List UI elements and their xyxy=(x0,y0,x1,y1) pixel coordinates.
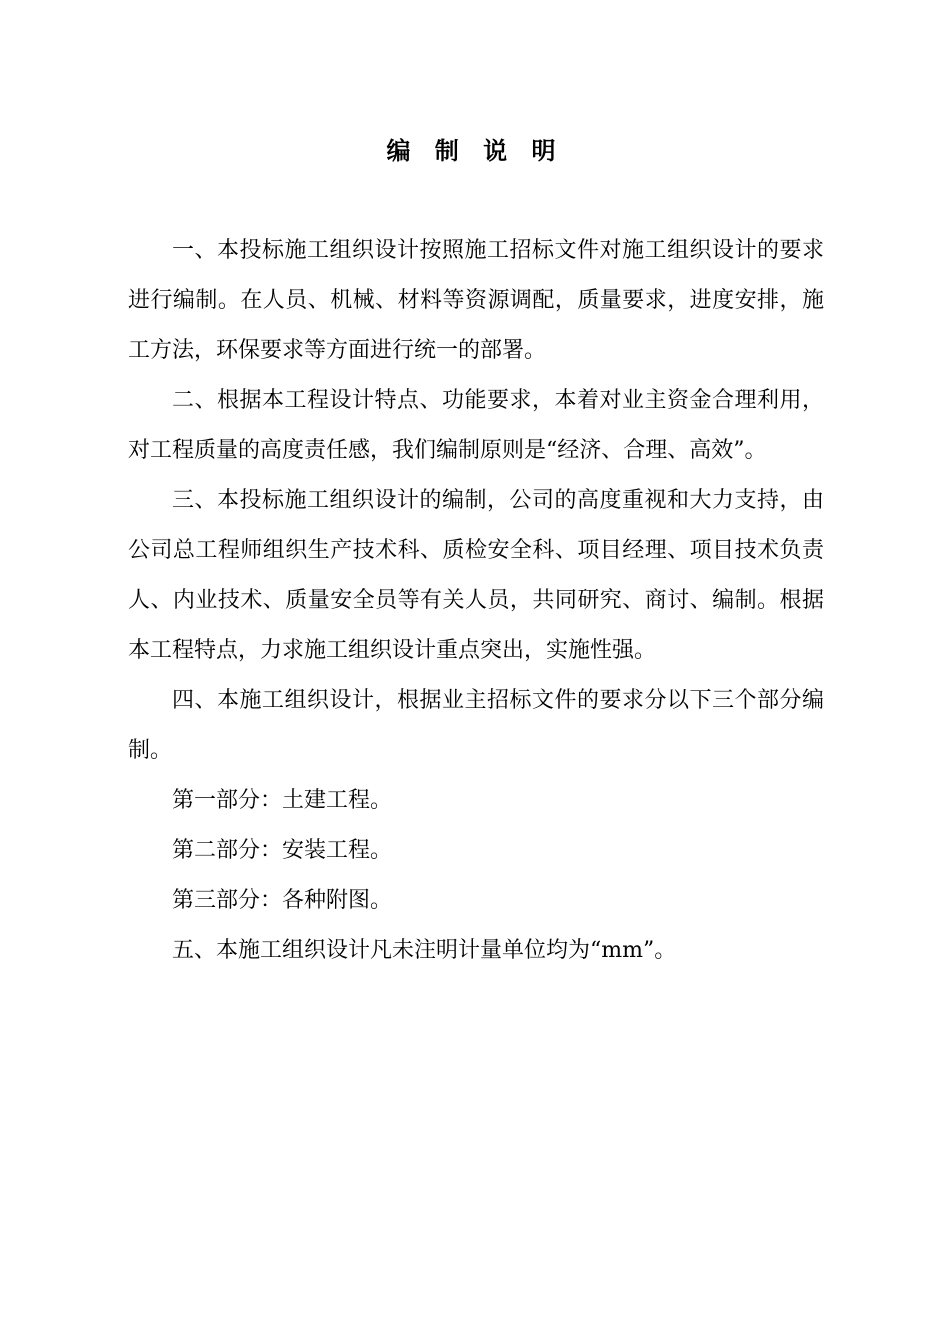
final-note: 五、本施工组织设计凡未注明计量单位均为“mm”。 xyxy=(172,938,677,963)
paragraph-4: 四、本施工组织设计，根据业主招标文件的要求分以下三个部分编制。 xyxy=(128,688,824,763)
document-title: 编 制 说 明 xyxy=(386,136,564,165)
part-2-item: 第二部分：安装工程。 xyxy=(172,838,393,863)
part-3-item: 第三部分：各种附图。 xyxy=(172,888,393,913)
document-body xyxy=(128,226,824,976)
paragraph-3: 三、本投标施工组织设计的编制，公司的高度重视和大力支持，由公司总工程师组织生产技术科、质检安全科、项目经理、项目技术负责人、内业技术、质量安全员等有关人员，共同研究、商讨、编制。根据本工程特点，力求施工组织设计重点突出，实施性强。 xyxy=(128,488,824,663)
part-1-item: 第一部分：土建工程。 xyxy=(172,788,393,813)
paragraph-1: 一、本投标施工组织设计按照施工招标文件对施工组织设计的要求进行编制。在人员、机械、材料等资源调配，质量要求，进度安排，施工方法，环保要求等方面进行统一的部署。 xyxy=(128,238,824,363)
paragraph-2: 二、根据本工程设计特点、功能要求，本着对业主资金合理利用，对工程质量的高度责任感，我们编制原则是“经济、合理、高效”。 xyxy=(128,388,824,463)
